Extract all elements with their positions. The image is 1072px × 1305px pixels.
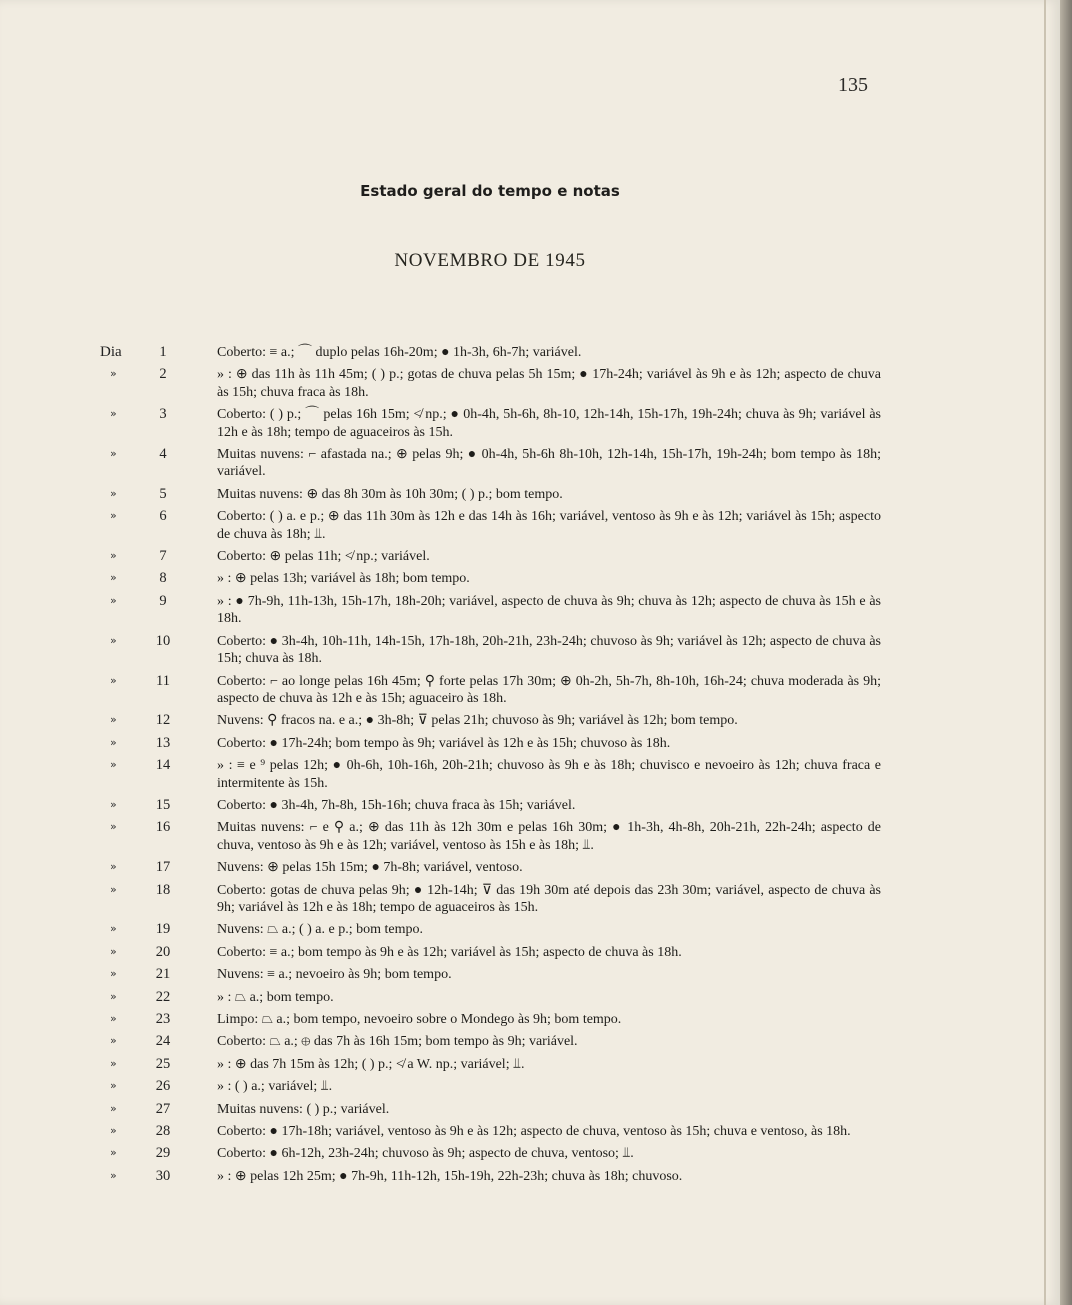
list-item [0,944,1060,961]
page-edge [1060,0,1072,1305]
repeat-mark: » [110,967,117,981]
day-number: 26 [155,1078,171,1095]
list-item [0,797,1060,814]
list-item [0,486,1060,503]
day-description: » : ( ) a.; variável; ⫫. [217,1079,333,1095]
day-description: » : ⊕ das 11h às 11h 45m; ( ) p.; gotas de chuva pelas 5h 15m; ● 17h-24h; variável às 9h e às 12h; aspecto de chuva às 15h; chuva fraca às 18h. [217,367,881,400]
day-number: 13 [155,734,171,751]
day-description: Coberto: ≡ a.; bom tempo às 9h e às 12h; variável às 15h; aspecto de chuva às 18h. [217,944,682,960]
day-description: » : ● 7h-9h, 11h-13h, 15h-17h, 18h-20h; variável, aspecto de chuva às 9h; chuva às 12h; aspecto de chuva às 15h e às 18h. [217,593,881,627]
list-item [0,673,1060,708]
day-number: 14 [155,757,171,774]
repeat-mark: » [110,797,117,811]
day-description: Nuvens: ⏢ a.; ( ) a. e p.; bom tempo. [217,922,423,938]
day-number: 7 [159,548,167,565]
day-number: 8 [159,570,167,587]
list-item [0,344,1060,361]
column-header-dia: Dia [100,344,122,360]
day-description: Coberto: ≡ a.; ⌒ duplo pelas 16h-20m; ● 1h-3h, 6h-7h; variável. [217,345,582,360]
day-description: Coberto: gotas de chuva pelas 9h; ● 12h-14h; ⊽ das 19h 30m até depois das 23h 30m; variável, aspecto de chuva às 9h; variável às 12h e às 18h; tempo de aguaceiros às 15h. [217,882,881,915]
day-description: Coberto: ⌐ ao longe pelas 16h 45m; ⚲ forte pelas 17h 30m; ⊕ 0h-2h, 5h-7h, 8h-10h, 16h-24; chuva moderada às 9h; aspecto de chuva às 12h e às 15h; aguaceiro às 18h. [217,673,881,706]
repeat-mark: » [110,922,117,936]
day-description: Coberto: ⏢ a.; ⊕ das 7h às 16h 15m; bom tempo às 9h; variável. [217,1034,578,1050]
repeat-mark: » [110,509,117,523]
day-description: Nuvens: ≡ a.; nevoeiro às 9h; bom tempo. [217,967,452,983]
day-number: 12 [155,712,171,729]
day-number: 30 [155,1167,171,1184]
list-item [0,757,1060,792]
repeat-mark: » [110,882,117,896]
repeat-mark: » [110,1079,117,1093]
repeat-mark: » [110,447,117,461]
day-description: Coberto: ● 17h-24h; bom tempo às 9h; variável às 12h e às 15h; chuvoso às 18h. [217,735,671,751]
list-item [0,570,1060,587]
day-number: 10 [155,632,171,649]
day-description: Limpo: ⏢ a.; bom tempo, nevoeiro sobre o Mondego às 9h; bom tempo. [217,1012,622,1027]
day-description: Muitas nuvens: ( ) p.; variável. [217,1101,390,1117]
day-description: Coberto: ( ) p.; ⌒ pelas 16h 15m; ≮ np.; ● 0h-4h, 5h-6h, 8h-10, 12h-14h, 15h-17h, 19h-24h; chuva às 9h; variável às 12h e às 18h; tempo de aguaceiros às 15h. [217,407,881,440]
day-description: Coberto: ● 3h-4h, 7h-8h, 15h-16h; chuva fraca às 15h; variável. [217,797,576,813]
list-item [0,1011,1060,1028]
day-description: Coberto: ● 6h-12h, 23h-24h; chuvoso às 9h; aspecto de chuva, ventoso; ⫫. [217,1146,634,1162]
list-item [0,406,1060,441]
day-description: » : ⊕ pelas 12h 25m; ● 7h-9h, 11h-12h, 15h-19h, 22h-23h; chuva às 18h; chuvoso. [217,1168,683,1184]
repeat-mark: » [110,673,117,687]
list-item [0,548,1060,565]
day-number: 3 [159,406,167,423]
list-item [0,735,1060,752]
list-item [0,882,1060,917]
repeat-mark: » [110,633,117,647]
section-title: Estado geral do tempo e notas [360,182,620,200]
repeat-mark: » [110,735,117,749]
repeat-mark: » [110,407,117,421]
day-description: Muitas nuvens: ⌐ e ⚲ a.; ⊕ das 11h às 12h 30m e pelas 16h 30m; ● 1h-3h, 4h-8h, 20h-21h, 22h-24h; aspecto de chuva, ventoso às 9h e às 12h; variável, ventoso às 15h e às 18h; ⫫. [217,820,881,853]
repeat-mark: » [110,758,117,772]
list-item [0,921,1060,938]
list-item [0,712,1060,729]
day-number: 23 [155,1011,171,1027]
list-item [0,593,1060,628]
list-item [0,1168,1060,1185]
day-description: » : ⊕ pelas 13h; variável às 18h; bom tempo. [217,571,470,587]
list-item [0,508,1060,543]
day-number: 20 [155,943,171,960]
day-number: 24 [155,1033,171,1050]
repeat-mark: » [110,571,117,585]
list-item [0,1033,1060,1050]
day-number: 11 [156,672,170,689]
list-item [0,446,1060,481]
day-description: Coberto: ( ) a. e p.; ⊕ das 11h 30m às 12h e das 14h às 16h; variável, ventoso às 9h e às 12h; variável às 15h; aspecto de chuva às 18h; ⫫. [217,509,881,542]
list-item [0,989,1060,1006]
repeat-mark: » [110,549,117,563]
list-item [0,366,1060,401]
day-number: 27 [155,1100,171,1117]
repeat-mark: » [110,713,117,727]
repeat-mark: » [110,1168,117,1182]
day-number: 5 [159,485,167,502]
day-description: Muitas nuvens: ⊕ das 8h 30m às 10h 30m; ( ) p.; bom tempo. [217,486,563,502]
repeat-mark: » [110,1146,117,1160]
day-number: 18 [155,881,171,898]
day-number: 17 [155,859,171,876]
day-description: » : ≡ e ⁹ pelas 12h; ● 0h-6h, 10h-16h, 20h-21h; chuvoso às 9h e às 18h; chuvisco e nevoeiro às 12h; chuva fraca e intermitente às 15h. [217,758,881,791]
repeat-mark: » [110,1034,117,1048]
day-number: 28 [155,1123,171,1140]
day-number: 6 [159,508,167,525]
list-item [0,1123,1060,1140]
day-description: Coberto: ● 3h-4h, 10h-11h, 14h-15h, 17h-18h, 20h-21h, 23h-24h; chuvoso às 9h; variável às 12h; aspecto de chuva às 15h; chuva às 18h. [217,633,881,667]
day-number: 9 [159,592,167,609]
list-item [0,1078,1060,1095]
day-description: Coberto: ● 17h-18h; variável, ventoso às 9h e às 12h; aspecto de chuva, ventoso às 15h; chuva e ventoso, às 18h. [217,1124,851,1140]
list-item [0,966,1060,983]
repeat-mark: » [110,820,117,834]
day-description: Nuvens: ⊕ pelas 15h 15m; ● 7h-8h; variável, ventoso. [217,860,523,876]
list-item [0,1101,1060,1118]
day-number: 1 [159,344,167,360]
day-description: Nuvens: ⚲ fracos na. e a.; ● 3h-8h; ⊽ pelas 21h; chuvoso às 9h; variável às 12h; bom tempo. [217,713,738,729]
day-number: 4 [159,446,167,463]
day-number: 25 [155,1055,171,1072]
repeat-mark: » [110,1012,117,1025]
day-description: Muitas nuvens: ⌐ afastada na.; ⊕ pelas 9h; ● 0h-4h, 5h-6h 8h-10h, 12h-14h, 15h-17h, 19h-24h; bom tempo às 18h; variável. [217,447,881,480]
day-number: 16 [155,819,171,836]
day-number: 15 [155,796,171,813]
repeat-mark: » [110,1101,117,1115]
list-item [0,819,1060,854]
day-number: 22 [155,988,171,1005]
repeat-mark: » [110,860,117,874]
repeat-mark: » [110,989,117,1003]
day-description: Coberto: ⊕ pelas 11h; ≮ np.; variável. [217,549,430,565]
repeat-mark: » [110,1056,117,1070]
month-title: NOVEMBRO DE 1945 [394,250,586,271]
repeat-mark: » [110,944,117,958]
list-item [0,859,1060,876]
day-description: » : ⊕ das 7h 15m às 12h; ( ) p.; ≮ a W. np.; variável; ⫫. [217,1056,525,1072]
page-number: 135 [838,74,868,96]
repeat-mark: » [110,1124,117,1138]
day-number: 21 [155,966,171,983]
repeat-mark: » [110,367,117,381]
list-item [0,1145,1060,1162]
day-number: 19 [155,921,171,938]
day-description: » : ⏢ a.; bom tempo. [217,989,334,1005]
repeat-mark: » [110,593,117,607]
day-number: 2 [159,366,167,383]
weather-entries-list [0,344,1060,1190]
list-item [0,633,1060,668]
day-number: 29 [155,1145,171,1162]
repeat-mark: » [110,486,117,500]
list-item [0,1056,1060,1073]
